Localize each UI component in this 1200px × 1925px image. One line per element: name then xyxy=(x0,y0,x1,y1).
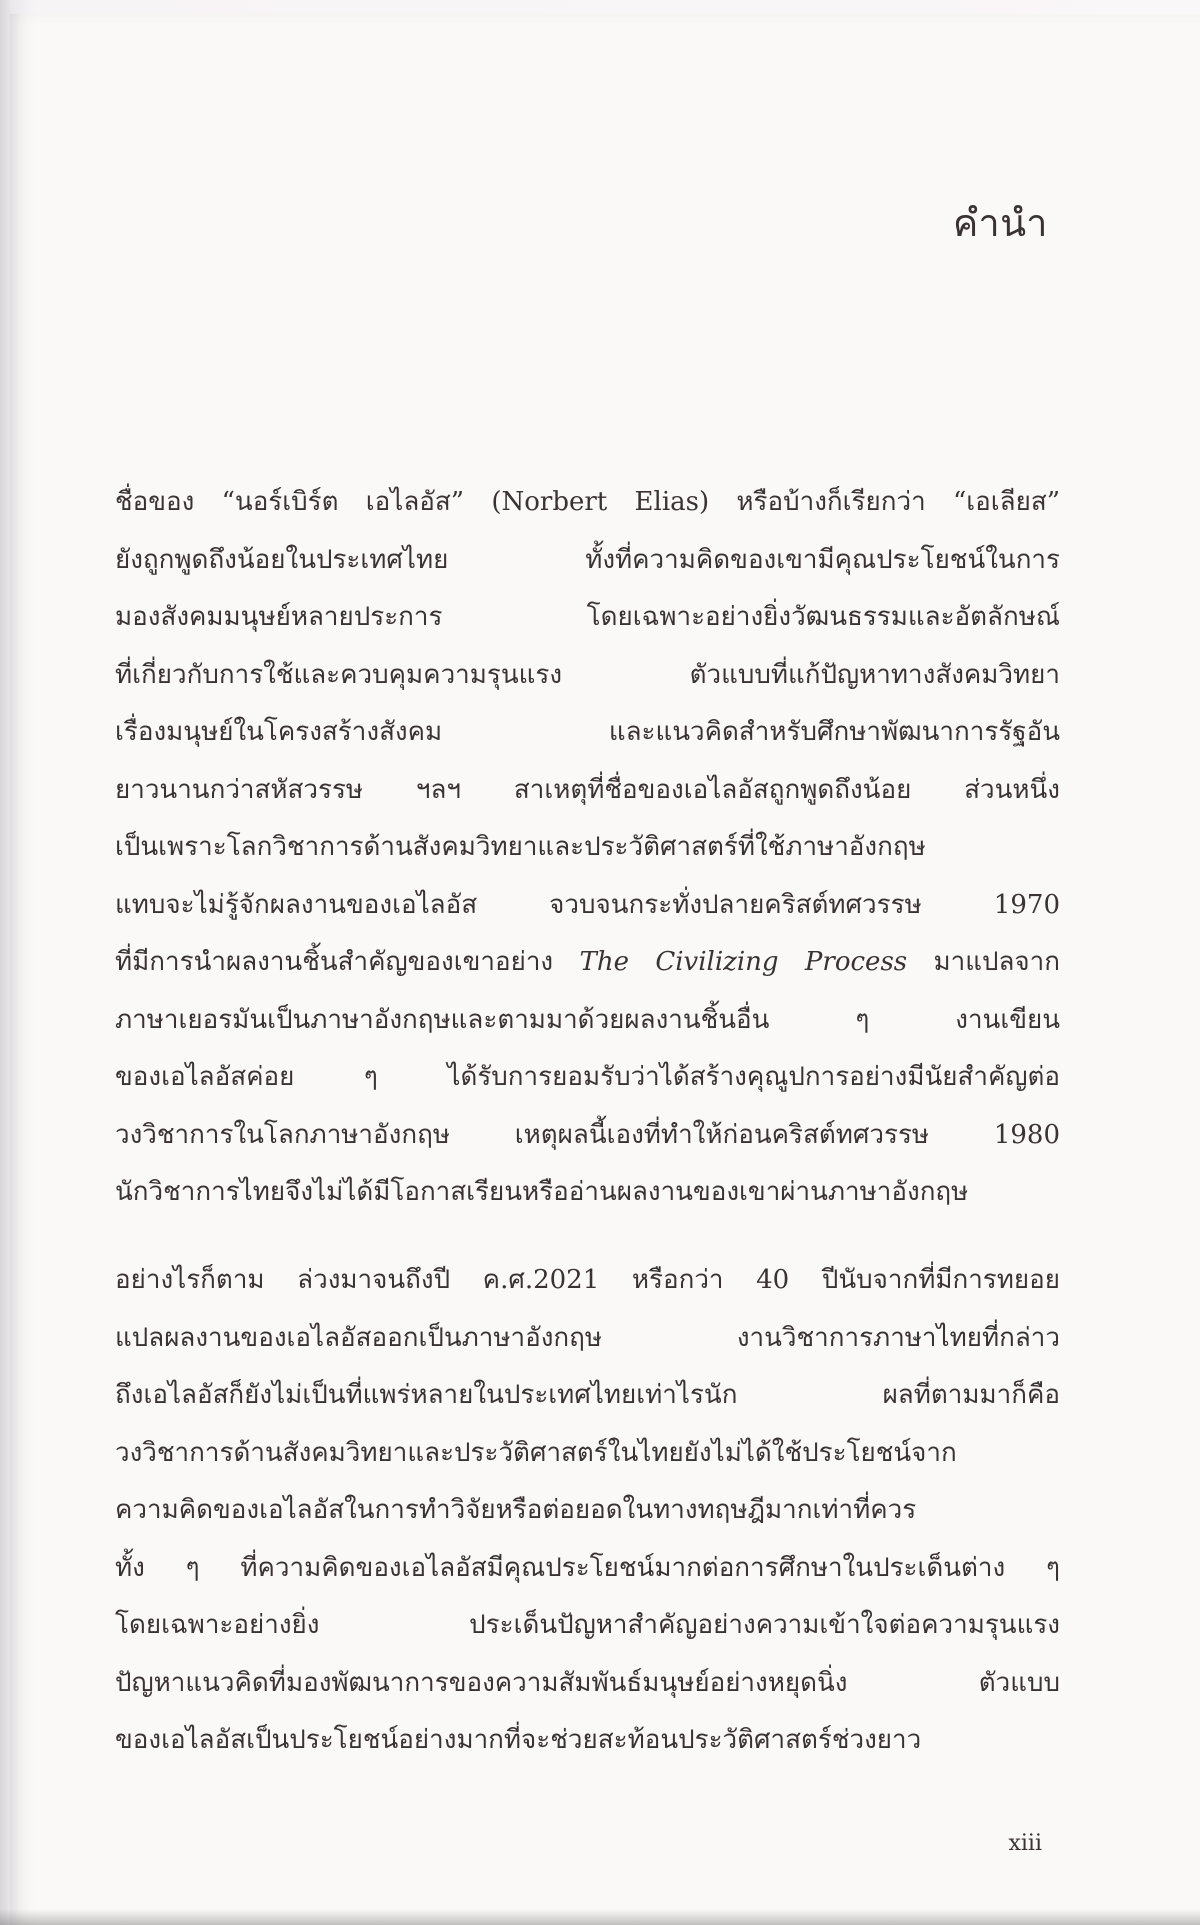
paragraph-2-line: ของเอไลอัสเป็นประโยชน์อย่างมากที่จะช่วยสะท้อนประวัติศาสตร์ช่วงยาว xyxy=(115,1725,922,1755)
book-title-italic: The Civilizing Process xyxy=(579,947,908,977)
paragraph-1-line: ยาวนานกว่าสหัสวรรษ ฯลฯ สาเหตุที่ชื่อของเอไลอัสถูกพูดถึงน้อย ส่วนหนึ่ง xyxy=(115,774,1060,805)
chapter-title: คำนำ xyxy=(952,201,1048,245)
paragraph-1-line: เรื่องมนุษย์ในโครงสร้างสังคม และแนวคิดสำหรับศึกษาพัฒนาการรัฐอัน xyxy=(115,717,1060,747)
paragraph-2-line: โดยเฉพาะอย่างยิ่ง ประเด็นปัญหาสำคัญอย่างความเข้าใจต่อความรุนแรง xyxy=(115,1610,1060,1640)
paragraph-1-line: เป็นเพราะโลกวิชาการด้านสังคมวิทยาและประวัติศาสตร์ที่ใช้ภาษาอังกฤษ xyxy=(115,832,926,862)
paragraph-2-line: ถึงเอไลอัสก็ยังไม่เป็นที่แพร่หลายในประเทศไทยเท่าไรนัก ผลที่ตามมาก็คือ xyxy=(115,1380,1060,1410)
paragraph-1-line: แทบจะไม่รู้จักผลงานของเอไลอัส จวบจนกระทั่งปลายคริสต์ทศวรรษ 1970 xyxy=(115,889,1060,920)
paragraph-2 xyxy=(115,1252,1060,1770)
page-number: xiii xyxy=(1008,1831,1042,1856)
paragraph-1-line: มองสังคมมนุษย์หลายประการ โดยเฉพาะอย่างยิ่งวัฒนธรรมและอัตลักษณ์ xyxy=(115,602,1060,632)
paragraph-1-line: วงวิชาการในโลกภาษาอังกฤษ เหตุผลนี้เองที่ทำให้ก่อนคริสต์ทศวรรษ 1980 xyxy=(115,1119,1060,1150)
book-page xyxy=(10,14,1200,1925)
paragraph-1-line: ภาษาเยอรมันเป็นภาษาอังกฤษและตามมาด้วยผลงานชิ้นอื่น ๆ งานเขียน xyxy=(115,1004,1060,1035)
page-bottom-shadow xyxy=(0,1909,1200,1925)
paragraph-1-line: ยังถูกพูดถึงน้อยในประเทศไทย ทั้งที่ความคิดของเขามีคุณประโยชน์ในการ xyxy=(115,544,1060,575)
paragraph-2-line: ปัญหาแนวคิดที่มองพัฒนาการของความสัมพันธ์มนุษย์อย่างหยุดนิ่ง ตัวแบบ xyxy=(115,1667,1060,1698)
paragraph-1-line: ของเอไลอัสค่อย ๆ ได้รับการยอมรับว่าได้สร้างคุณูปการอย่างมีนัยสำคัญต่อ xyxy=(115,1062,1060,1092)
paragraph-1-line-with-italic-title: ที่มีการนำผลงานชิ้นสำคัญของเขาอย่าง The Civilizing Process มาแปลจาก xyxy=(115,947,1060,977)
paragraph-2-line: ความคิดของเอไลอัสในการทำวิจัยหรือต่อยอดในทางทฤษฎีมากเท่าที่ควร xyxy=(115,1495,917,1525)
paragraph-2-line: แปลผลงานของเอไลอัสออกเป็นภาษาอังกฤษ งานวิชาการภาษาไทยที่กล่าว xyxy=(115,1322,1060,1353)
paragraph-1-line: ชื่อของ “นอร์เบิร์ต เอไลอัส” (Norbert Elias) หรือบ้างก็เรียกว่า “เอเลียส” xyxy=(115,487,1060,517)
paragraph-2-line: อย่างไรก็ตาม ล่วงมาจนถึงปี ค.ศ.2021 หรือกว่า 40 ปีนับจากที่มีการทยอย xyxy=(115,1265,1060,1295)
paragraph-2-line: ทั้ง ๆ ที่ความคิดของเอไลอัสมีคุณประโยชน์มากต่อการศึกษาในประเด็นต่าง ๆ xyxy=(115,1552,1060,1583)
paragraph-1 xyxy=(115,474,1060,1222)
paragraph-1-line: นักวิชาการไทยจึงไม่ได้มีโอกาสเรียนหรืออ่านผลงานของเขาผ่านภาษาอังกฤษ xyxy=(115,1177,969,1207)
paragraph-1-line: ที่เกี่ยวกับการใช้และควบคุมความรุนแรง ตัวแบบที่แก้ปัญหาทางสังคมวิทยา xyxy=(115,659,1060,690)
paragraph-2-line: วงวิชาการด้านสังคมวิทยาและประวัติศาสตร์ในไทยยังไม่ได้ใช้ประโยชน์จาก xyxy=(115,1437,957,1468)
